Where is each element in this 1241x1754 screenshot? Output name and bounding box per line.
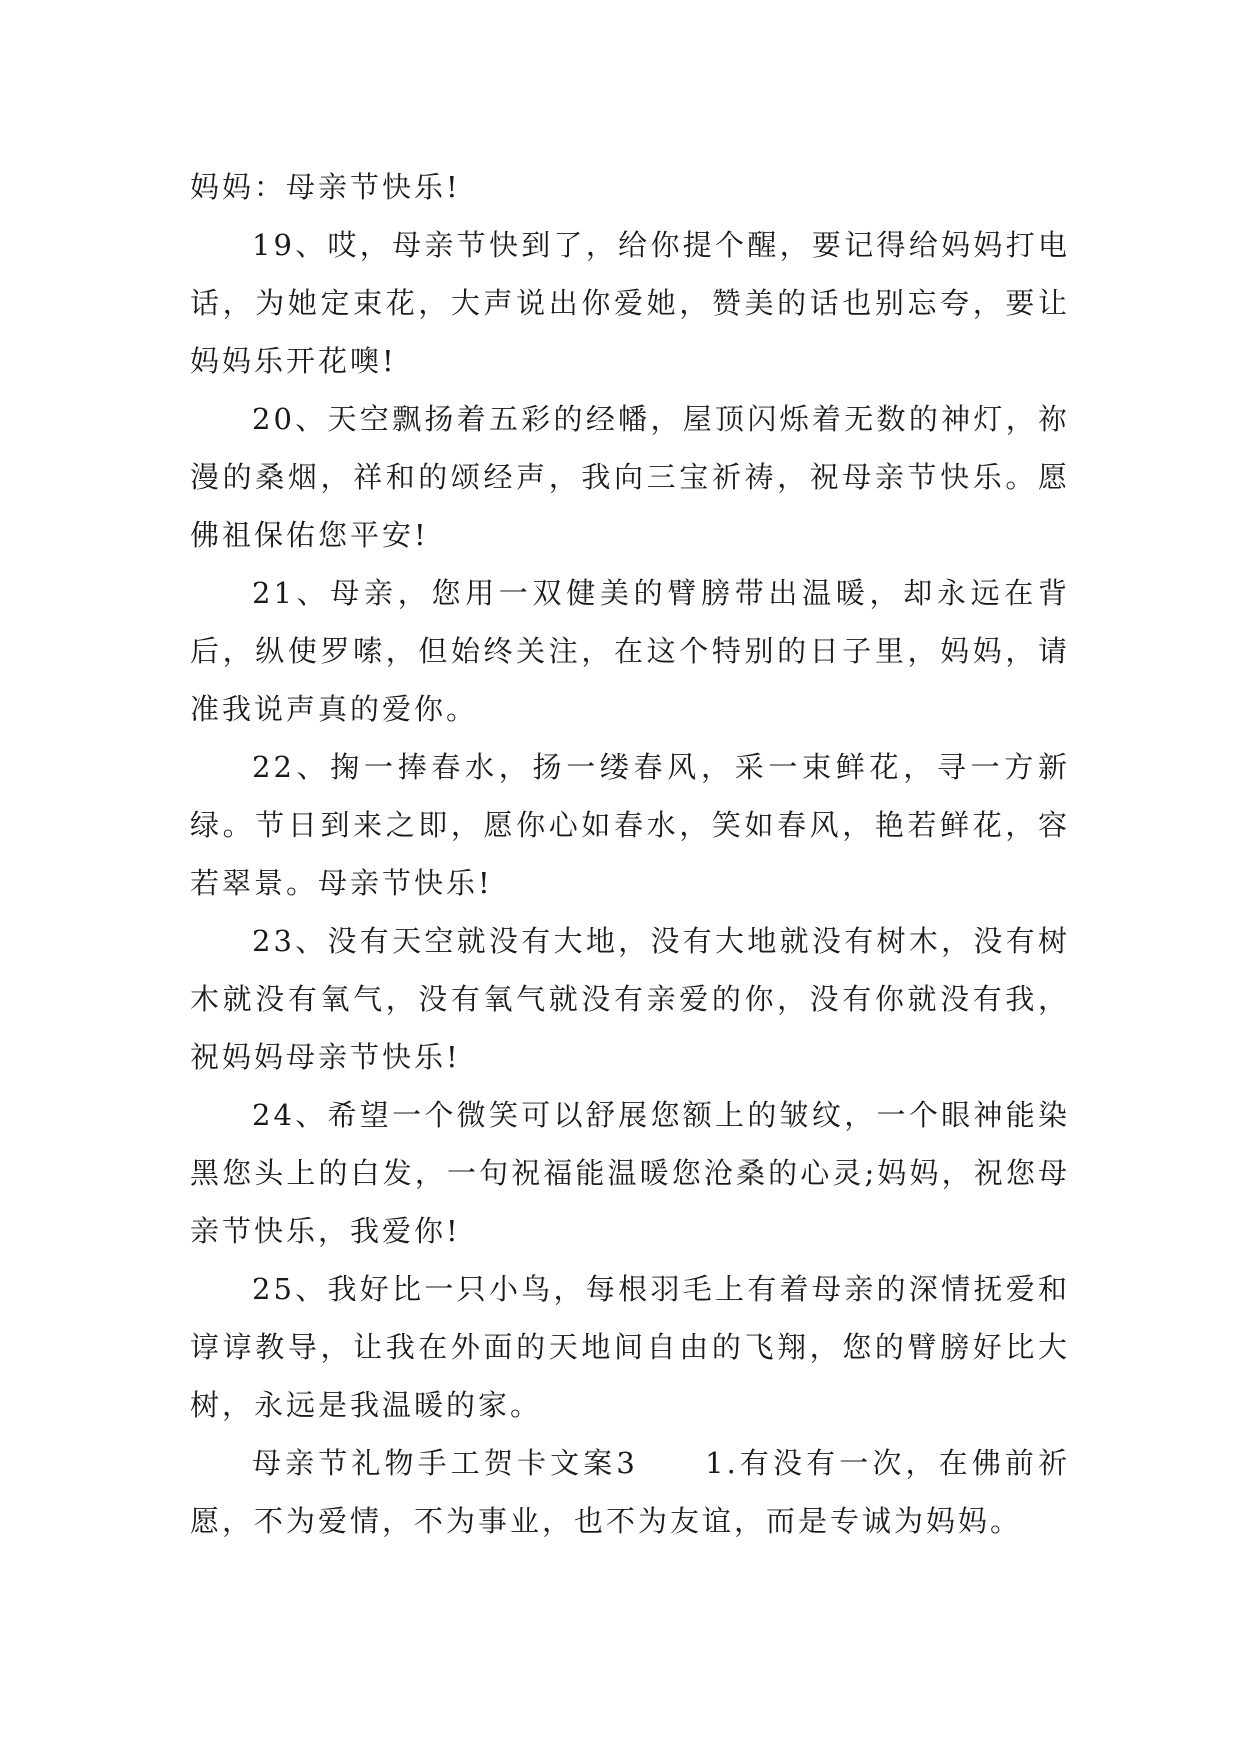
paragraph-25: 25、我好比一只小鸟，每根羽毛上有着母亲的深情抚爱和谆谆教导，让我在外面的天地间自由的飞翔，您的臂膀好比大树，永远是我温暖的家。 [190,1272,1070,1422]
paragraph-20: 20、天空飘扬着五彩的经幡，屋顶闪烁着无数的神灯，祢漫的桑烟，祥和的颂经声，我向三宝祈祷，祝母亲节快乐。愿佛祖保佑您平安! [190,402,1070,552]
paragraph-section-3: 母亲节礼物手工贺卡文案3 1.有没有一次，在佛前祈愿，不为爱情，不为事业，也不为友谊，而是专诚为妈妈。 [190,1446,1070,1538]
paragraph-22: 22、掬一捧春水，扬一缕春风，采一束鲜花，寻一方新绿。节日到来之即，愿你心如春水，笑如春风，艳若鲜花，容若翠景。母亲节快乐! [190,750,1070,900]
document-page [190,158,1070,1550]
paragraph-21: 21、母亲，您用一双健美的臂膀带出温暖，却永远在背后，纵使罗嗦，但始终关注，在这个特别的日子里，妈妈，请准我说声真的爱你。 [190,576,1070,726]
paragraph-23: 23、没有天空就没有大地，没有大地就没有树木，没有树木就没有氧气，没有氧气就没有亲爱的你，没有你就没有我，祝妈妈母亲节快乐! [190,924,1070,1074]
paragraph-24: 24、希望一个微笑可以舒展您额上的皱纹，一个眼神能染黑您头上的白发，一句祝福能温暖您沧桑的心灵;妈妈，祝您母亲节快乐，我爱你! [190,1098,1070,1248]
paragraph-closing-line: 妈妈：母亲节快乐! [190,170,461,204]
paragraph-19: 19、哎，母亲节快到了，给你提个醒，要记得给妈妈打电话，为她定束花，大声说出你爱她，赞美的话也别忘夸，要让妈妈乐开花噢! [190,228,1070,378]
